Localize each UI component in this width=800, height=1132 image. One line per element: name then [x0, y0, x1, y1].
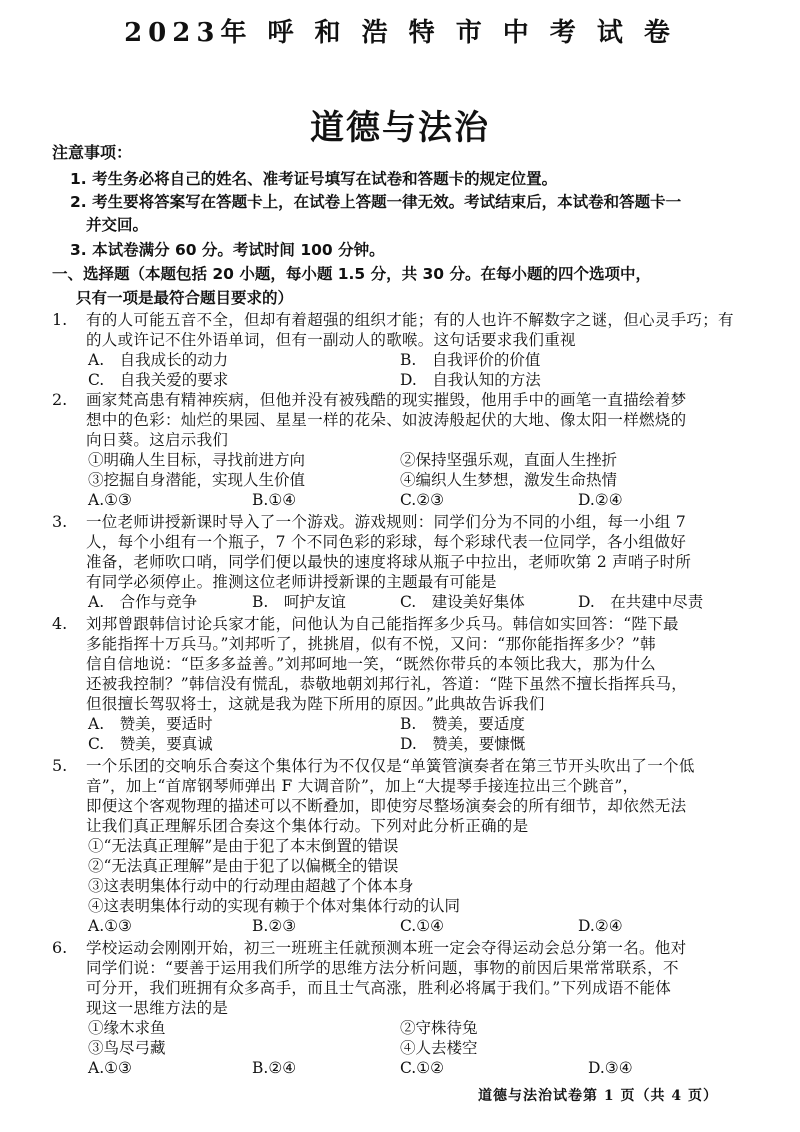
option-c: C. 建设美好集体	[400, 593, 525, 611]
question-stem: 有的人可能五音不全，但却有着超强的组织才能；有的人也许不解数字之谜，但心灵手巧；有	[86, 311, 734, 329]
option-c: C. 赞美，要真诚	[88, 735, 213, 753]
statement-1: ①缘木求鱼	[88, 1019, 166, 1037]
option-a: A.①③	[88, 917, 132, 935]
page-footer: 道德与法治试卷第 1 页（共 4 页）	[478, 1088, 718, 1104]
option-b: B.②④	[252, 1059, 297, 1077]
option-c: C.①②	[400, 1059, 445, 1077]
statement-3: ③挖掘自身潜能，实现人生价值	[88, 471, 306, 489]
option-c: C. 自我关爱的要求	[88, 371, 229, 389]
option-b: B. 自我评价的价值	[400, 351, 541, 369]
note-3: 3. 本试卷满分 60 分。考试时间 100 分钟。	[70, 241, 385, 259]
question-number: 4.	[52, 614, 68, 633]
statement-2: ②守株待兔	[400, 1019, 478, 1037]
question-stem: 音”，加上“首席钢琴师弹出 F 大调音阶”，加上“大提琴手接连拉出三个跳音”，	[86, 777, 639, 795]
option-d: D.③④	[588, 1059, 633, 1077]
question-stem: 同学们说：“要善于运用我们所学的思维方法分析问题，事物的前因后果常常联系，不	[86, 959, 679, 977]
question-stem: 让我们真正理解乐团合奏这个集体行动。下列对此分析正确的是	[86, 817, 529, 835]
subject-title: 道德与法治	[310, 108, 490, 148]
note-2: 2. 考生要将答案写在答题卡上，在试卷上答题一律无效。考试结束后，本试卷和答题卡一	[70, 193, 682, 211]
option-d: D.②④	[578, 917, 623, 935]
statement-2: ②“无法真正理解”是由于犯了以偏概全的错误	[88, 857, 399, 875]
notes-heading: 注意事项：	[52, 143, 133, 162]
question-stem: 刘邦曾跟韩信讨论兵家才能，问他认为自己能指挥多少兵马。韩信如实回答：“陛下最	[86, 615, 679, 633]
note-1: 1. 考生务必将自己的姓名、准考证号填写在试卷和答题卡的规定位置。	[70, 170, 558, 188]
question-stem: 即便这个客观物理的描述可以不断叠加，即使穷尽整场演奏会的所有细节，却依然无法	[86, 797, 687, 815]
question-stem: 有同学必须停止。推测这位老师讲授新课的主题最有可能是	[86, 573, 497, 591]
statement-1: ①明确人生目标，寻找前进方向	[88, 451, 306, 469]
exam-title: 2023年 呼 和 浩 特 市 中 考 试 卷	[124, 18, 676, 48]
option-a: A.①③	[88, 491, 132, 509]
option-a: A. 赞美，要适时	[88, 715, 213, 733]
option-a: A. 自我成长的动力	[88, 351, 229, 369]
question-stem: 还被我控制？”韩信没有慌乱，恭敬地朝刘邦行礼，答道：“陛下虽然不擅长指挥兵马，	[86, 675, 688, 693]
question-stem: 多能指挥十万兵马。”刘邦听了，挑挑眉，似有不悦，又问：“那你能指挥多少？”韩	[86, 635, 656, 653]
question-number: 2.	[52, 390, 68, 409]
question-stem: 可分开，我们班拥有众多高手，而且士气高涨，胜利必将属于我们。”下列成语不能体	[86, 979, 672, 997]
question-stem: 画家梵高患有精神疾病，但他并没有被残酷的现实摧毁，他用手中的画笔一直描绘着梦	[86, 391, 687, 409]
option-c: C.①④	[400, 917, 445, 935]
question-number: 1.	[52, 310, 68, 329]
option-a: A.①③	[88, 1059, 132, 1077]
section-heading: 一、选择题（本题包括 20 小题，每小题 1.5 分，共 30 分。在每小题的四个选项中，	[52, 265, 651, 283]
option-d: D.②④	[578, 491, 623, 509]
section-heading-cont: 只有一项是最符合题目要求的）	[76, 289, 294, 307]
option-c: C.②③	[400, 491, 445, 509]
statement-3: ③这表明集体行动中的行动理由超越了个体本身	[88, 877, 414, 895]
question-number: 5.	[52, 756, 68, 775]
option-b: B. 赞美，要适度	[400, 715, 525, 733]
note-2-cont: 并交回。	[86, 216, 149, 234]
option-d: D. 赞美，要慷慨	[400, 735, 526, 753]
question-stem: 人，每个小组有一个瓶子，7 个不同色彩的彩球，每个彩球代表一位同学，各小组做好	[86, 533, 686, 551]
option-b: B. 呵护友谊	[252, 593, 346, 611]
question-stem: 信自信地说：“臣多多益善。”刘邦呵地一笑，“既然你带兵的本领比我大，那为什么	[86, 655, 656, 673]
question-stem: 一个乐团的交响乐合奏这个集体行为不仅仅是“单簧管演奏者在第三节开头吹出了一个低	[86, 757, 695, 775]
question-stem: 向日葵。这启示我们	[86, 431, 229, 449]
question-stem: 但很擅长驾驭将士，这就是我为陛下所用的原因。”此典故告诉我们	[86, 695, 545, 713]
statement-2: ②保持坚强乐观，直面人生挫折	[400, 451, 618, 469]
statement-4: ④编织人生梦想，激发生命热情	[400, 471, 618, 489]
question-stem: 想中的色彩：灿烂的果园、星星一样的花朵、如波涛般起伏的大地、像太阳一样燃烧的	[86, 411, 687, 429]
question-number: 6.	[52, 938, 68, 957]
question-number: 3.	[52, 512, 68, 531]
option-d: D. 自我认知的方法	[400, 371, 541, 389]
option-b: B.②③	[252, 917, 297, 935]
option-b: B.①④	[252, 491, 297, 509]
question-stem: 准备，老师吹口哨，同学们便以最快的速度将球从瓶子中拉出，老师吹第 2 声哨子时所	[86, 553, 692, 571]
statement-4: ④这表明集体行动的实现有赖于个体对集体行动的认同	[88, 897, 461, 915]
option-d: D. 在共建中尽责	[578, 593, 704, 611]
question-stem: 一位老师讲授新课时导入了一个游戏。游戏规则：同学们分为不同的小组，每一小组 7	[86, 513, 686, 531]
option-a: A. 合作与竞争	[88, 593, 198, 611]
statement-4: ④人去楼空	[400, 1039, 478, 1057]
question-stem: 的人或许记不住外语单词，但有一副动人的歌喉。这句话要求我们重视	[86, 331, 576, 349]
statement-3: ③鸟尽弓藏	[88, 1039, 166, 1057]
question-stem: 现这一思维方法的是	[86, 999, 229, 1017]
question-stem: 学校运动会刚刚开始，初三一班班主任就预测本班一定会夺得运动会总分第一名。他对	[86, 939, 687, 957]
statement-1: ①“无法真正理解”是由于犯了本末倒置的错误	[88, 837, 399, 855]
